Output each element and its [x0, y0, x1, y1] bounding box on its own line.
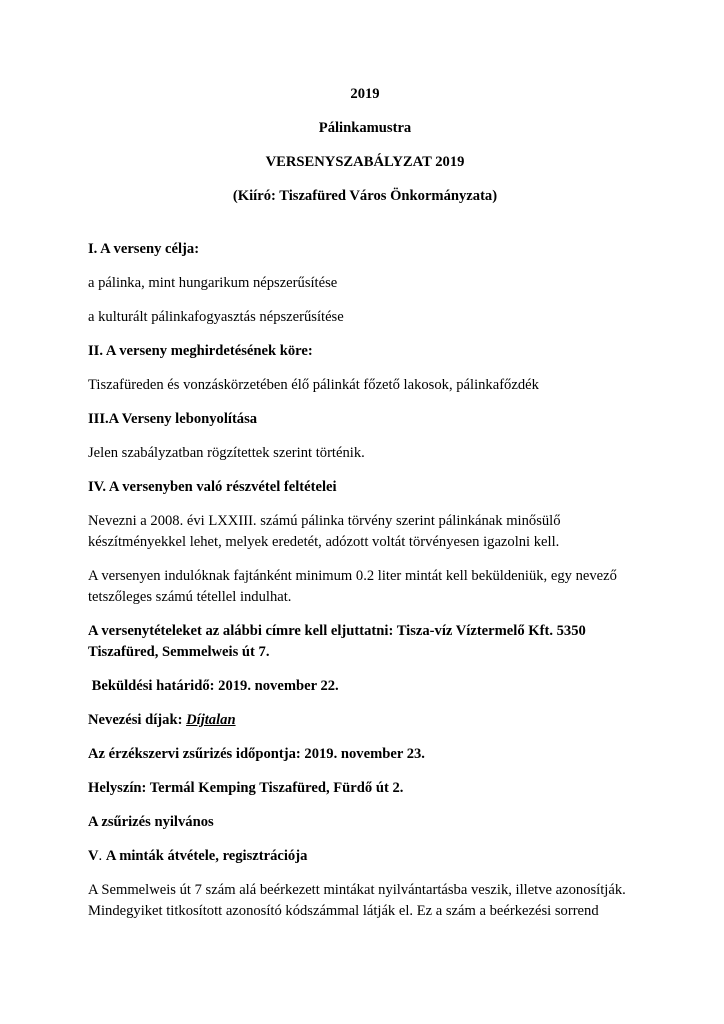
entry-fee-label: Nevezési díjak:: [88, 712, 187, 728]
section-i-paragraph-2: a kulturált pálinkafogyasztás népszerűsítése: [88, 309, 344, 325]
venue-line: Helyszín: Termál Kemping Tiszafüred, Fürdő út 2.: [88, 780, 404, 796]
section-v-paragraph-1: A Semmelweis út 7 szám alá beérkezett mintákat nyilvántartásba veszik, illetve azonosítják. Mindegyiket titkosított azonosító kódszámmal látják el. Ez a szám a beérkezési sorrend: [88, 882, 630, 919]
doc-year: 2019: [350, 86, 380, 102]
section-i-paragraph-1: a pálinka, mint hungarikum népszerűsítése: [88, 275, 338, 291]
document-content: [88, 84, 642, 922]
section-v-numeral: V: [88, 848, 99, 864]
section-iv-paragraph-1: Nevezni a 2008. évi LXXIII. számú pálinka törvény szerint pálinkának minősülő készítményekkel lehet, melyek eredetét, adózott voltát törvényesen igazolni kell.: [88, 513, 565, 550]
jury-date-line: Az érzékszervi zsűrizés időpontja: 2019. november 23.: [88, 746, 425, 762]
submission-deadline: Beküldési határidő: 2019. november 22.: [88, 678, 339, 694]
section-v-heading-text: A minták átvétele, regisztrációja: [105, 848, 308, 864]
section-iii-heading: III.A Verseny lebonyolítása: [88, 411, 258, 427]
doc-issuer: (Kiíró: Tiszafüred Város Önkormányzata): [232, 188, 498, 204]
section-iv-paragraph-2: A versenyen indulóknak fajtánként minimum 0.2 liter mintát kell beküldeniük, egy nevező tetszőleges számú tétellel indulhat.: [88, 568, 621, 605]
section-ii-paragraph-1: Tiszafüreden és vonzáskörzetében élő pálinkát főzető lakosok, pálinkafőzdék: [88, 377, 539, 393]
doc-event-name: Pálinkamustra: [318, 120, 412, 136]
section-v-heading: [88, 846, 642, 867]
section-iii-paragraph-1: Jelen szabályzatban rögzítettek szerint történik.: [88, 445, 365, 461]
section-iv-heading: IV. A versenyben való részvétel feltételei: [88, 479, 337, 495]
submission-address: A versenytételeket az alábbi címre kell eljuttatni: Tisza-víz Víztermelő Kft. 5350 Tiszafüred, Semmelweis út 7.: [88, 623, 590, 660]
jury-public-line: A zsűrizés nyilvános: [88, 814, 214, 830]
doc-title: VERSENYSZABÁLYZAT 2019: [265, 154, 465, 170]
entry-fee-value: Díjtalan: [186, 712, 236, 728]
entry-fee-line: [88, 710, 642, 731]
section-i-heading: I. A verseny célja:: [88, 241, 200, 257]
section-v-separator: .: [98, 848, 106, 864]
section-ii-heading: II. A verseny meghirdetésének köre:: [88, 343, 313, 359]
